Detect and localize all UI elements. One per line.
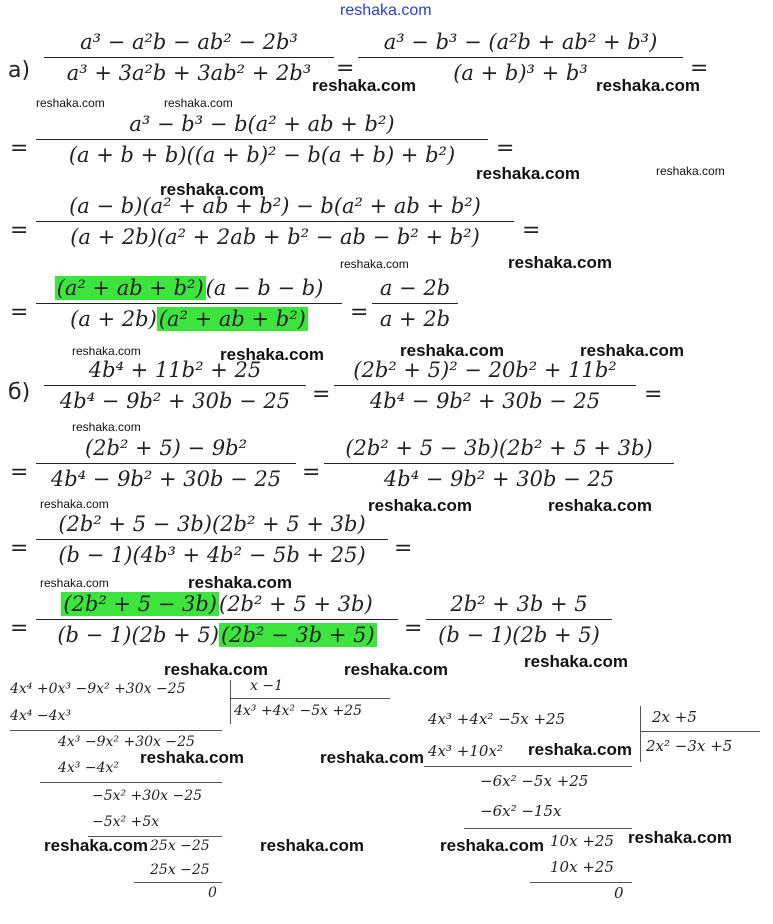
a-step2-numerator: a³ − b³ − (a²b + ab² + b³) (383, 30, 658, 54)
watermark[interactable]: reshaka.com (140, 748, 244, 767)
equals-sign: = (10, 616, 29, 641)
b-step5-fraction (36, 512, 388, 567)
equals-sign: = (312, 382, 331, 407)
watermark[interactable]: reshaka.com (164, 96, 233, 110)
div1-divisor: x −1 (250, 678, 283, 694)
b-step6-denominator-highlight: (2b² − 3b + 5) (220, 623, 375, 647)
div1-row2: 4x³ −9x² +30x −25 (58, 734, 195, 750)
b-step3-fraction (36, 436, 296, 491)
div2-row2: −6x² −5x +25 (480, 772, 589, 790)
watermark[interactable]: reshaka.com (340, 257, 409, 271)
watermark[interactable]: reshaka.com (628, 828, 732, 847)
b-step1-fraction (44, 358, 306, 413)
div2-row3: −6x² −15x (480, 802, 562, 820)
a-step5-numerator-rest: (a − b − b) (205, 276, 324, 300)
watermark[interactable]: reshaka.com (400, 341, 504, 360)
div1-row7: 25x −25 (150, 862, 210, 878)
a-step1-numerator: a³ − a²b − ab² − 2b³ (80, 30, 298, 54)
watermark[interactable]: reshaka.com (72, 344, 141, 358)
watermark[interactable]: reshaka.com (548, 496, 652, 515)
a-step3-fraction (36, 112, 488, 167)
watermark[interactable]: reshaka.com (188, 573, 292, 592)
equals-sign: = (690, 56, 709, 81)
div2-row5: 10x +25 (550, 858, 614, 876)
equals-sign: = (10, 218, 29, 243)
a-step3-numerator: a³ − b³ − b(a² + ab + b²) (129, 112, 395, 136)
div1-row4: −5x² +30x −25 (92, 788, 203, 804)
a-step1-denominator: a³ + 3a²b + 3ab² + 2b³ (66, 61, 312, 85)
a-step2-denominator: (a + b)³ + b³ (453, 61, 588, 85)
b-step5-denominator: (b − 1)(4b³ + 4b² − 5b + 25) (58, 543, 366, 567)
b-step3-denominator: 4b⁴ − 9b² + 30b − 25 (50, 467, 282, 491)
a-step5-fraction (36, 276, 342, 331)
a-result-fraction (372, 276, 458, 331)
part-b-label: б) (8, 380, 31, 405)
a-step5-denominator-start: (a + 2b) (70, 307, 157, 331)
b-step4-numerator: (2b² + 5 − 3b)(2b² + 5 + 3b) (345, 436, 653, 460)
a-step4-denominator: (a + 2b)(a² + 2ab + b² − ab − b² + b²) (70, 225, 480, 249)
watermark[interactable]: reshaka.com (596, 76, 700, 95)
a-step3-denominator: (a + b + b)((a + b)² − b(a + b) + b²) (68, 143, 456, 167)
div2-row1: 4x³ +10x² (428, 742, 503, 760)
div2-divisor: 2x +5 (652, 708, 697, 726)
equals-sign: = (644, 382, 663, 407)
div1-row1: 4x⁴ −4x³ (10, 708, 72, 724)
watermark[interactable]: reshaka.com (524, 652, 628, 671)
part-a-label: а) (8, 58, 31, 83)
watermark[interactable]: reshaka.com (320, 748, 424, 767)
a-step5-numerator-highlight: (a² + ab + b²) (56, 276, 204, 300)
div2-remainder: 0 (614, 884, 624, 902)
b-step4-fraction (324, 436, 674, 491)
watermark[interactable]: reshaka.com (344, 660, 448, 679)
equals-sign: = (404, 616, 423, 641)
b-step2-numerator: (2b² + 5)² − 20b² + 11b² (353, 358, 617, 382)
b-step2-fraction (334, 358, 636, 413)
watermark[interactable]: reshaka.com (164, 660, 268, 679)
div1-row5: −5x² +5x (92, 814, 160, 830)
b-step6-fraction (36, 592, 398, 647)
equals-sign: = (302, 460, 321, 485)
b-result-numerator: 2b² + 3b + 5 (450, 592, 588, 616)
watermark[interactable]: reshaka.com (312, 76, 416, 95)
a-step5-denominator-highlight: (a² + ab + b²) (158, 307, 306, 331)
b-step6-numerator-highlight: (2b² + 5 − 3b) (63, 592, 217, 616)
watermark[interactable]: reshaka.com (40, 497, 109, 511)
b-step6-numerator-rest: (2b² + 5 + 3b) (219, 592, 373, 616)
b-step4-denominator: 4b⁴ − 9b² + 30b − 25 (383, 467, 615, 491)
watermark[interactable]: reshaka.com (44, 836, 148, 855)
watermark[interactable]: reshaka.com (260, 836, 364, 855)
div2-row4: 10x +25 (550, 832, 614, 850)
watermark[interactable]: reshaka.com (72, 420, 141, 434)
b-step3-numerator: (2b² + 5) − 9b² (84, 436, 248, 460)
watermark[interactable]: reshaka.com (220, 345, 324, 364)
b-result-denominator: (b − 1)(2b + 5) (438, 623, 600, 647)
a-step4-fraction (36, 194, 514, 249)
b-step5-numerator: (2b² + 5 − 3b)(2b² + 5 + 3b) (58, 512, 366, 536)
watermark[interactable]: reshaka.com (440, 836, 544, 855)
watermark[interactable]: reshaka.com (656, 164, 725, 178)
div2-quotient: 2x² −3x +5 (646, 737, 733, 755)
div2-dividend: 4x³ +4x² −5x +25 (428, 710, 566, 728)
a-step4-numerator: (a − b)(a² + ab + b²) − b(a² + ab + b²) (69, 194, 481, 218)
watermark[interactable]: reshaka.com (368, 496, 472, 515)
watermark[interactable]: reshaka.com (476, 164, 580, 183)
equals-sign: = (394, 536, 413, 561)
a-step1-fraction (44, 30, 334, 85)
equals-sign: = (10, 536, 29, 561)
div1-remainder: 0 (208, 885, 217, 901)
div1-quotient: 4x³ +4x² −5x +25 (234, 703, 362, 719)
watermark[interactable]: reshaka.com (160, 180, 264, 199)
a-result-numerator: a − 2b (379, 276, 451, 300)
b-step2-denominator: 4b⁴ − 9b² + 30b − 25 (369, 389, 601, 413)
b-result-fraction (426, 592, 612, 647)
watermark[interactable]: reshaka.com (40, 576, 109, 590)
b-step1-numerator: 4b⁴ + 11b² + 25 (88, 358, 262, 382)
watermark[interactable]: reshaka.com (36, 96, 105, 110)
a-result-denominator: a + 2b (379, 307, 451, 331)
b-step1-denominator: 4b⁴ − 9b² + 30b − 25 (59, 389, 291, 413)
equals-sign: = (10, 300, 29, 325)
div1-row3: 4x³ −4x² (58, 760, 120, 776)
equals-sign: = (336, 56, 355, 81)
watermark[interactable]: reshaka.com (580, 341, 684, 360)
equals-sign: = (10, 460, 29, 485)
div1-dividend: 4x⁴ +0x³ −9x² +30x −25 (10, 681, 186, 697)
equals-sign: = (522, 218, 541, 243)
equals-sign: = (350, 300, 369, 325)
watermark[interactable]: reshaka.com (508, 253, 612, 272)
equals-sign: = (10, 136, 29, 161)
equals-sign: = (496, 136, 515, 161)
top-watermark[interactable]: reshaka.com (340, 2, 432, 19)
div1-row6: 25x −25 (150, 838, 210, 854)
b-step6-denominator-start: (b − 1)(2b + 5) (57, 623, 219, 647)
watermark[interactable]: reshaka.com (528, 740, 632, 759)
